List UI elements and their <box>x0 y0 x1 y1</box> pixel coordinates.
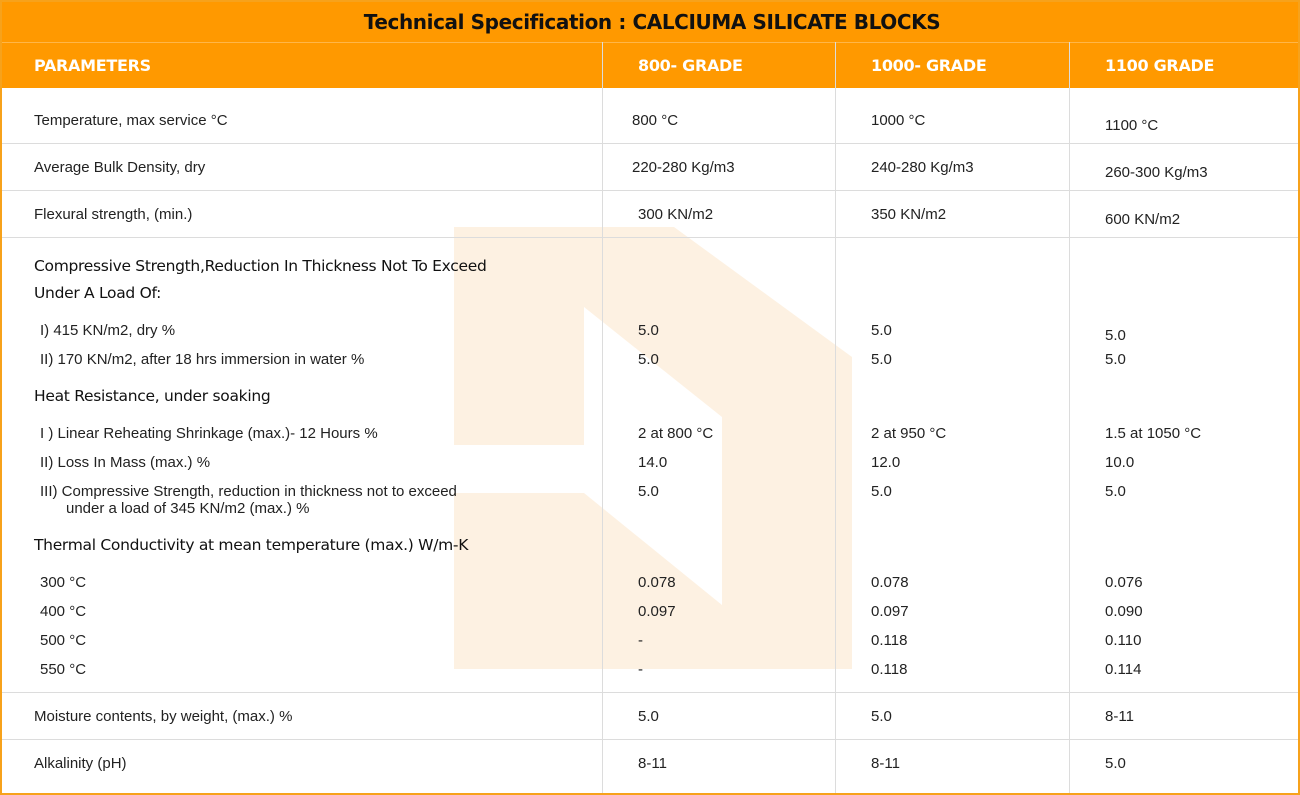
row-label: II) 170 KN/m2, after 18 hrs immersion in water % <box>40 351 365 368</box>
row-divider <box>2 143 1300 144</box>
row-label: 500 °C <box>40 632 87 649</box>
section-heading-thermal: Thermal Conductivity at mean temperature (max.) W/m-K <box>34 536 469 554</box>
cell-value: 0.090 <box>1105 603 1143 620</box>
cell-value: 0.097 <box>638 603 676 620</box>
row-label-continued: under a load of 345 KN/m2 (max.) % <box>66 500 310 517</box>
cell-value: 1.5 at 1050 °C <box>1105 425 1202 442</box>
cell-value: - <box>638 632 643 649</box>
cell-value: 350 KN/m2 <box>871 206 947 223</box>
cell-value: 0.114 <box>1105 661 1142 678</box>
page-title: Technical Specification : CALCIUMA SILICATE BLOCKS <box>2 2 1300 42</box>
cell-value: 2 at 950 °C <box>871 425 947 442</box>
row-label: Alkalinity (pH) <box>34 755 127 772</box>
cell-value: 8-11 <box>1105 708 1134 725</box>
cell-value: 1100 °C <box>1105 117 1159 134</box>
cell-value: 5.0 <box>871 351 892 368</box>
cell-value: 5.0 <box>1105 327 1126 344</box>
cell-value: 260-300 Kg/m3 <box>1105 164 1208 181</box>
cell-value: 0.078 <box>871 574 909 591</box>
cell-value: 300 KN/m2 <box>638 206 714 223</box>
cell-value: 5.0 <box>638 708 659 725</box>
row-label: 400 °C <box>40 603 87 620</box>
cell-value: 600 KN/m2 <box>1105 211 1181 228</box>
row-label: Flexural strength, (min.) <box>34 206 193 223</box>
cell-value: 0.078 <box>638 574 676 591</box>
cell-value: 0.118 <box>871 661 908 678</box>
row-divider <box>2 692 1300 693</box>
cell-value: 0.118 <box>871 632 908 649</box>
header-parameters: PARAMETERS <box>34 56 151 75</box>
column-divider <box>602 42 603 795</box>
cell-value: 5.0 <box>638 351 659 368</box>
header-800-grade: 800- GRADE <box>638 56 743 75</box>
cell-value: 5.0 <box>638 322 659 339</box>
cell-value: 1000 °C <box>871 112 926 129</box>
cell-value: 5.0 <box>638 483 659 500</box>
row-label: 300 °C <box>40 574 87 591</box>
column-divider <box>835 42 836 795</box>
row-label: I ) Linear Reheating Shrinkage (max.)- 12 Hours % <box>40 425 378 442</box>
cell-value: 5.0 <box>1105 483 1126 500</box>
row-divider <box>2 190 1300 191</box>
cell-value: 8-11 <box>638 755 667 772</box>
row-label: 550 °C <box>40 661 87 678</box>
cell-value: 5.0 <box>1105 351 1126 368</box>
row-label: II) Loss In Mass (max.) % <box>40 454 211 471</box>
cell-value: 5.0 <box>871 322 892 339</box>
cell-value: 0.076 <box>1105 574 1143 591</box>
cell-value: 0.097 <box>871 603 909 620</box>
header-1100-grade: 1100 GRADE <box>1105 56 1215 75</box>
row-label: Moisture contents, by weight, (max.) % <box>34 708 293 725</box>
cell-value: 0.110 <box>1105 632 1142 649</box>
column-divider <box>1069 42 1070 795</box>
section-heading-heat: Heat Resistance, under soaking <box>34 387 271 405</box>
cell-value: 240-280 Kg/m3 <box>871 159 974 176</box>
row-divider <box>2 739 1300 740</box>
row-label: I) 415 KN/m2, dry % <box>40 322 176 339</box>
cell-value: 5.0 <box>1105 755 1126 772</box>
cell-value: 2 at 800 °C <box>638 425 714 442</box>
cell-value: 5.0 <box>871 708 892 725</box>
header-1000-grade: 1000- GRADE <box>871 56 987 75</box>
cell-value: 10.0 <box>1105 454 1135 471</box>
row-label: Temperature, max service °C <box>34 112 228 129</box>
section-heading-compressive: Compressive Strength,Reduction In Thickness Not To Exceed <box>34 257 487 275</box>
row-label: III) Compressive Strength, reduction in thickness not to exceed <box>40 483 457 500</box>
cell-value: 5.0 <box>871 483 892 500</box>
cell-value: 12.0 <box>871 454 901 471</box>
section-heading-compressive-2: Under A Load Of: <box>34 284 162 302</box>
row-divider <box>2 237 1300 238</box>
cell-value: 800 °C <box>632 112 679 129</box>
cell-value: 220-280 Kg/m3 <box>632 159 735 176</box>
cell-value: 8-11 <box>871 755 900 772</box>
row-label: Average Bulk Density, dry <box>34 159 206 176</box>
table-header <box>2 42 1300 88</box>
cell-value: 14.0 <box>638 454 668 471</box>
cell-value: - <box>638 661 643 678</box>
